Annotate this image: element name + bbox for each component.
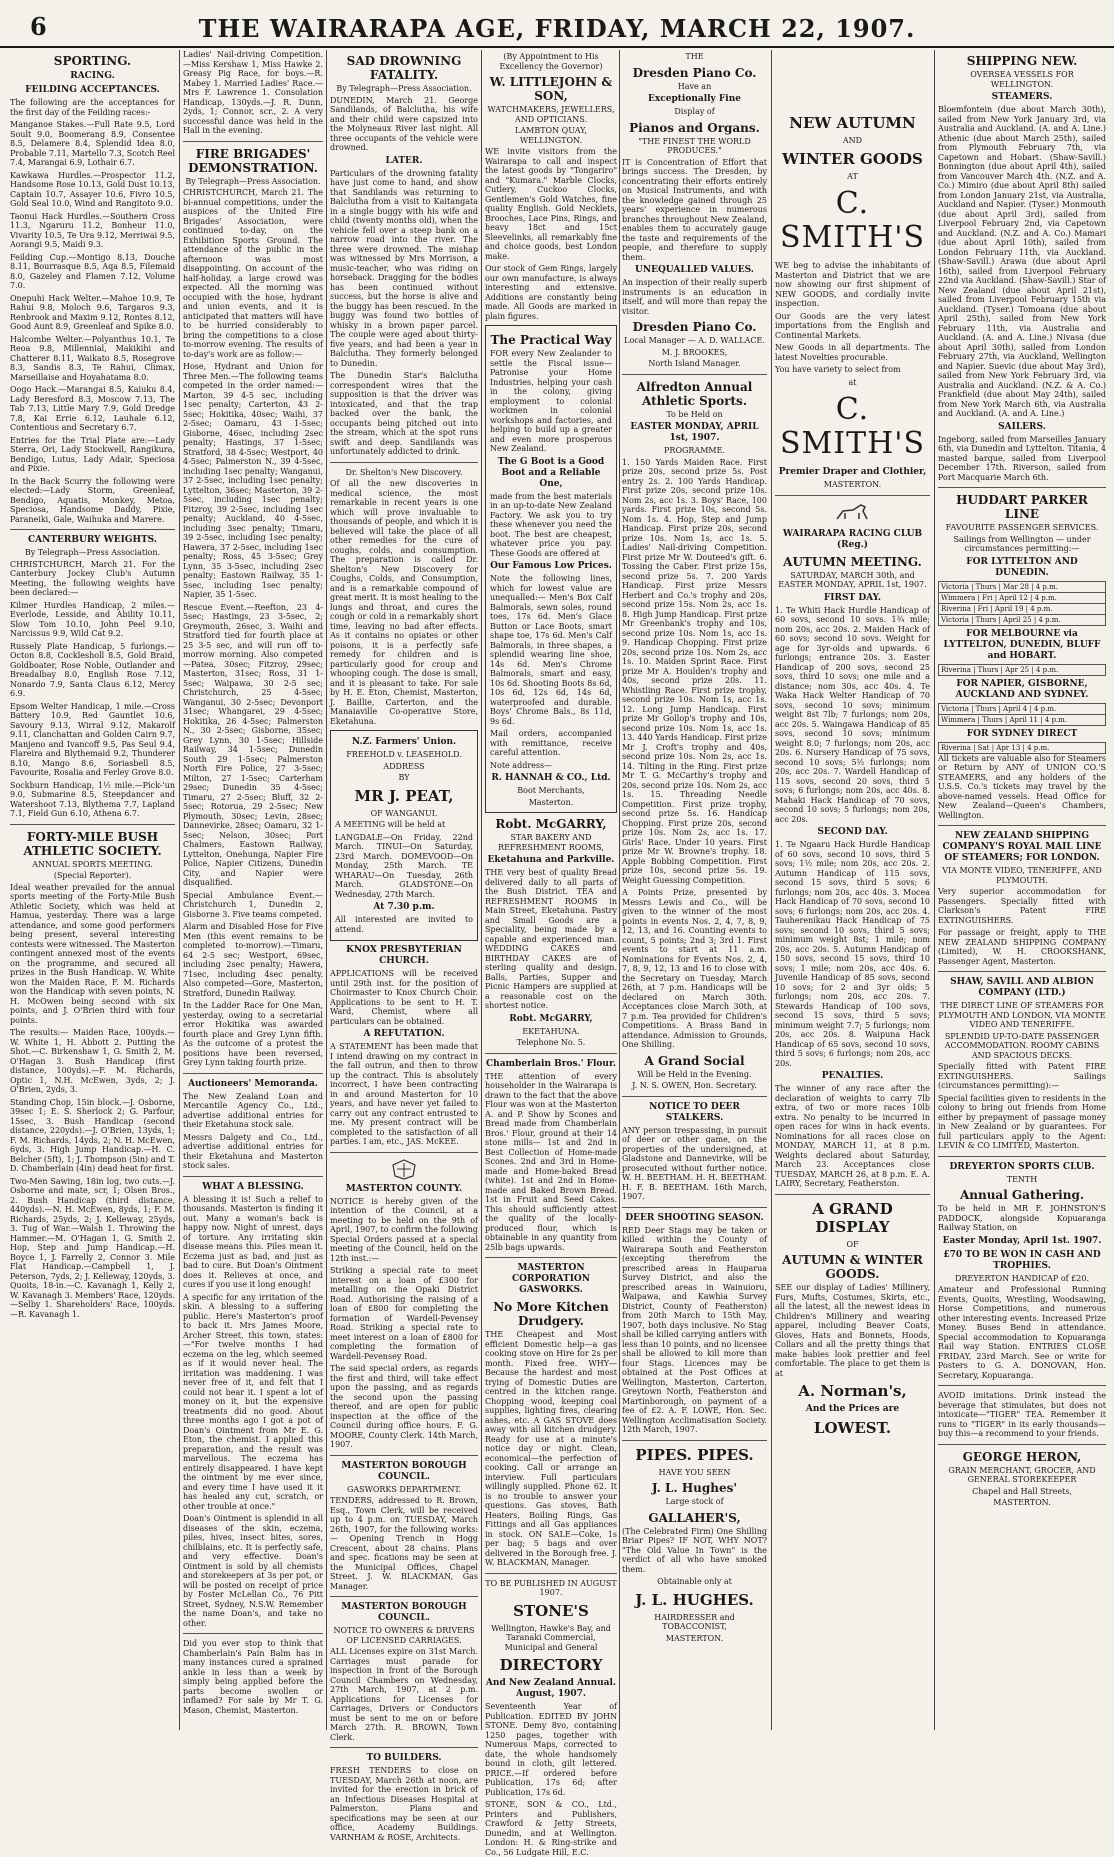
divider [485, 1053, 617, 1054]
notice-subheading: NOTICE TO OWNERS & DRIVERS OF LICENSED CARRIAGES. [333, 1626, 475, 1645]
advert-heading: Exceptionally Fine [648, 94, 741, 104]
divider [330, 1455, 478, 1456]
advert-heading: And the Prices are [805, 1404, 900, 1414]
advert-text: WATCHMAKERS, JEWELLERS, AND OPTICIANS. [487, 105, 615, 124]
divider [10, 529, 175, 530]
advert-heading: STONE'S [513, 1601, 589, 1620]
advert-heading: NEW ZEALAND SHIPPING COMPANY'S ROYAL MAIL LINE OF STEAMERS; FOR LONDON. [942, 831, 1102, 863]
advert-text: GRAIN MERCHANT, GROCER, AND GENERAL STOREKEEPER [948, 1465, 1096, 1484]
advert-text: (By Appointment to His Excellency the Governor) [499, 52, 603, 71]
advert-text: SPLENDID UP-TO-DATE PASSENGER ACCOMMODATION. ROOMY CABINS AND SPACIOUS DECKS. [944, 1031, 1100, 1060]
article-paragraph: Sockburn Handicap, 1½ mile.—Pick-'un 9.0, Submarine 8.5, Steepdancer and Watershoot 7.13, Blythema 7.7, Lapland 7.1, Field Gun 6.10, Athena 6.7. [10, 780, 175, 818]
advert-heading: PIPES. PIPES. [635, 1445, 754, 1464]
advert-text: FOR every New Zealander to settle the Fiscal issue—Patronise your Home Industries, helping your cash in the colony, giving employment to colonial workmen in colonial workshops and factories, and helping to build up a greater and even more prosperous New Zealand. [490, 349, 612, 453]
advert-text: BY [398, 773, 410, 782]
divider [330, 1747, 478, 1748]
advert-text: Boot Merchants, [517, 786, 585, 795]
advert-heading: WAIRARAPA RACING CLUB (Reg.) [782, 528, 923, 550]
advert-text: TENTH [1006, 1174, 1038, 1184]
advert-heading: WINTER GOODS [782, 149, 923, 168]
advert-heading: EASTER MONDAY, APRIL 1st, 1907. [630, 422, 759, 443]
advert-text: HAIRDRESSER and TOBACCONIST, [654, 1612, 735, 1631]
sub-heading: Dr. Shelton's New Discovery. [345, 467, 463, 477]
byline: (Special Reporter). [53, 871, 132, 880]
table-cell: Wimmera | Fri | April 12 | 4 p.m. [939, 592, 1106, 603]
advert-heading: N.Z. Farmers' Union. [351, 737, 457, 747]
advert-heading: J. L. HUGHES. [635, 1590, 754, 1609]
advert-text: at [848, 377, 857, 387]
advert-text: made from the best materials in an up-to-date New Zealand Factory. We ask you to try these whenever you need the boot. The best are cheapest, whatever price you pay. These Goods are offered at [490, 491, 612, 558]
article-paragraph: Onepuhi Hack Welter.—Mahoe 10.9, Te Rahui 9.8, Moloch 9.6, Targaros 9.3, Renbrook and Maxim 9.12, Rontes 8.12, Good Aunt 8.9, Greenleaf and Spike 8.0. [10, 293, 175, 331]
article-paragraph: Special Ambulance Event.—Christchurch 1, Dunedin 2, Gisborne 3. Five teams competed. [183, 890, 323, 919]
divider [622, 1440, 767, 1441]
notice-heading: TO BUILDERS. [366, 1753, 442, 1763]
article-paragraph: Ladies' Nail-driving Competition.—Miss Kershaw 1, Miss Hawke 2. Greasy Pig Race, for boys.—R. Mabey 1. Married Ladies' Race.—Mrs F. Lawrence 1. Consolation Handicap, 130yds.—J. R. Dunn, 2yds, 1; Connor, scr., 2. A very successful dance was held in the Hall in the evening. [183, 50, 323, 135]
divider [330, 462, 478, 463]
article-paragraph: Kawkawa Hurdles.—Prospector 11.2, Handsome Rose 10.13, Gold Dust 10.13, Captain 10.7, Assayer 10.6, Fivro 10.5, Gold Seal 10.0, Wind and Rangitoto 9.0. [10, 170, 175, 208]
sub-heading: ANNUAL SPORTS MEETING. [32, 859, 153, 869]
advert-text: (The Celebrated Firm) One Shilling Briar Pipes? IF NOT, WHY NOT? "The Old Value In Town" is the verdict of all who have smoked them. [622, 1526, 767, 1574]
advert-text: Masterton. [528, 797, 574, 807]
advert-text: For passage or freight, apply to THE NEW ZEALAND SHIPPING COMPANY (Limited), W. H. CROOKSHANK, Passenger Agent, Masterton. [938, 928, 1106, 966]
advert-text: STONE, SON & CO., Ltd., Printers and Publishers, Crawford & Jetty Streets, Dunedin, and at Wellington. London: H. & Ring-strike and Co., 56 Ludgate Hill, E.C. [485, 1800, 617, 1857]
divider [485, 1573, 617, 1574]
advert-text: THE attention of every householder in the Wairarapa is drawn to the fact that the above Flour was won at the Masterton A. and P. Show by Scones and Bread made from Chamberlain Bros.' Flour, ground at their 14 stone mills— 1st and 2nd in Best Collection of Home-made Scones. 2nd and 3rd in Home-made and Home-baked Bread (white). 1st and 2nd in Home-made and Baked Brown Bread. 1st in Fruit and Seed Cakes. This should sufficiently attest the quality of the locally-produced flour, which is obtainable in any quantity from 25lb bags upwards. [485, 1071, 617, 1252]
advert-heading: DIRECTORY [499, 1656, 603, 1674]
notice-text: ANY person trespassing, in pursuit of deer or other game, on the properties of the undersigned, at Gladstone and Dannevirke, will be prosecuted without further notice. W. H. BEETHAM. H. H. BEETHAM. H. F. B. BEETHAM. 16th March, 1907. [622, 1125, 767, 1201]
notice-text: A STATEMENT has been made that I intend drawing on my contract in the fall outrun, and then to throw up the contract. This is absolutely incorrect, I have been contracting in and around Masterton for 10 years, and have never yet failed to carry out any contract entrusted to me. My present contract will be completed to the satisfaction of all parties. I am, etc., JAS. McKEE. [330, 1042, 478, 1146]
advert-text: HAVE YOU SEEN [658, 1467, 731, 1477]
advert-text: Will be Held in the Evening. [637, 1069, 752, 1079]
article-paragraph: Hose, Hydrant and Union for Three Men.—The following teams competed in the order named:—Marton, 39 4-5 sec, including 1sec penalty; Carterton, 43 2-5sec; Hokitika, 40sec; Waihi, 37 2-5sec; Oamaru, 43 1-5sec; Gisborne, 46sec, including 2sec penalty; Hastings, 37 1-5sec; Stratford, 38 4-5sec; Westport, 40 4-5sec; Palmerston N., 39 4-5sec, including 1sec penalty; Wanganui, 37 2-5sec, including 1sec penalty; Lyttelton, 36sec; Masterton, 39 2-5sec, including 1sec penalty; Fitzroy, 39 2-5sec, including 1sec penalty; Auckland, 40 4-5sec, including 3sec penalty; Timaru, 39 2-5sec, including 1sec penalty; Hawera, 37 2-5sec, including 1sec penalty; Ross, 45 3-5sec; Grey Lynn, 35 3-5sec, including 2sec penalty; Eastown Railway, 35 1-5sec, including 1sec penalty; Napier, 35 1-5sec. [183, 362, 323, 599]
sailings-table [938, 581, 1106, 626]
article-paragraph: Alarm and Disabled Hose for Five Men (this event remains to be completed to-morrow).—Timaru, 64 2-5 sec; Westport, 69sec, including 2sec penalty; Hawera, 71sec, including 4sec penalty. Also competed—Gore, Masterton, Stratford, Dunedin Railway. [183, 922, 323, 998]
article-paragraph: The New Zealand Loan and Mercantile Agency Co., Ltd., advertise additional entries for their Eketahuna stock sale. [183, 1091, 323, 1129]
notice-heading: NOTICE TO DEER STALKERS. [649, 1101, 740, 1123]
article-paragraph: A blessing it is! Such a relief to thousands. Masterton is finding it out. Many a woman's back is happy now. Night of unrest, days of torture. Any irritating skin disease means this. Piles mean it. Eczema just as bad, and just as bad to cure. But Doan's Ointment does it. Relieves at once, and cures if you use it long enough! [183, 1194, 323, 1289]
divider [622, 374, 767, 375]
advert-text: SEE our display of Ladies' Millinery, Furs, Mufts, Costumes, Skirts, etc., all the latest, all the newest ideas in Children's Millinery and wearing apparel, including Beaver Coats, Gloves, Hats and Bonnets, Hoods, Collars and all the pretty things that make babies look prettier and feel comfortable. The place to get them is at [775, 1283, 930, 1378]
advert-heading: GEORGE HERON, [962, 1449, 1082, 1464]
advert-heading: A GRAND DISPLAY [812, 1199, 893, 1236]
newspaper-title: THE WAIRARAPA AGE, FRIDAY, MARCH 22, 1907. [198, 14, 916, 43]
advert-heading: Alfredton Annual Athletic Sports. [636, 379, 753, 408]
advert-text: North Island Manager. [648, 359, 741, 368]
column-advertisements [485, 50, 617, 1857]
notice-text: The said special orders, as regards the first and third, will take effect upon the passing, and as regards the second upon the passing thereof, and are open for public inspection at the office of the Council during office hours. F. G. MOORE, County Clerk. 14th March, 1907. [330, 1364, 478, 1449]
advert-text: New Goods in all departments. The latest Novelties procurable. [775, 343, 930, 362]
advert-heading: No More Kitchen Drudgery. [493, 1300, 609, 1328]
divider [938, 1444, 1106, 1445]
article-paragraph: Standing Chop, 15in block.—J. Osborne, 39sec 1; E. S. Sherlock 2; G. Parfour, 15sec, 3. Bush Handicap (second distance, 220yds).—J. O'Brien, 13yds, 1; F. M. Richards, 14yds, 2; N. H. McEwen, 6yds, 3. High Jump Handicap.—H. C. Belcher (5ft), 1; J. Thompson (5in) and T. D. Chamberlain (4in) dead heat for first. [10, 1097, 176, 1173]
divider [938, 1156, 1106, 1157]
advert-text: PROGRAMME. [664, 446, 725, 455]
advert-heading: At 7.30 p.m. [373, 902, 435, 912]
advert-text: THE DIRECT LINE OF STEAMERS FOR PLYMOUTH AND LONDON, VIA MONTE VIDEO AND TENERIFFE. [938, 1001, 1106, 1029]
article-paragraph: A specific for any irritation of the skin. A blessing to a suffering public. Here's Masterton's proof to back it. Mrs James Moore, Archer Street, this town, states:—"For twelve months I had eczema on the leg, which seemed as if it would never heal. The irritation was maddening. I was never free of it, and felt that I could not bear it. I spent a lot of money on it, but the expensive treatments did no good. About three months ago I got a pot of Doan's Ointment from Mr E. G. Eton, the chemist. I applied this preparation, and the result was marvellous. The eczema has entirely disappeared. I have kept the ointment by me ever since, and every time I have used it it has healed any cut, scratch, or other trouble at once." [183, 1292, 323, 1511]
advert-text: 1. Te Whiti Hack Hurdle Handicap of 60 sovs, second 10 sovs. 1¾ mile; nom 20s, acc 20s. 2. Maiden Hack of 60 sovs; second 10 sovs. Weight for age for 3yr-olds and upwards. 6 furlongs; entrance 20s. 3. Easter Handicap of 200 sovs, second 25 sovs, third 10 sovs; one mile and a distance; nom 30s, acc 40s. 4. Te Waka Hack Welter Handicap of 70 sovs, second 10 sovs; minimum weight 8st 7lb; 7 furlongs; nom 20s, acc 20s. 5. Waingawa Handicap of 85 sovs, second 10 sovs; minimum weight 8.0; 7 furlongs; nom 20s, acc 20s. 6. Nursery Handicap of 75 sovs, second 10 sovs; 5½ furlongs; nom 20s, acc 20s. 7. Wardell Handicap of 115 sovs, second 20 sovs, third 5 sovs; 6 furlongs; nom 20s, acc 40s. 8. Mahaki Hack Handicap of 70 sovs, second 10 sovs; 5 furlongs; nom 20s, acc 20s. [775, 605, 930, 824]
article-paragraph: Halcombe Welter.—Polyanthus 10.1, Te Reoa 9.8, Millennial, Makikihi and Chatterer 8.11, Waikato 8.5, Rosegrove 8.3, Sandis 8.3, Te Rahui, Climax, Marseillaise and Hoyahatama 8.0. [10, 334, 175, 382]
table-row [939, 592, 1106, 603]
advert-heading: The G Boot is a Good Boot and a Reliable One, [497, 456, 605, 489]
advert-heading: AUTUMN & WINTER GOODS. [782, 1253, 923, 1281]
byline: By Telegraph—Press Association. [336, 84, 472, 93]
advert-text: Seventeenth Year of Publication. EDITED BY JOHN STONE. Demy 8vo, containing 1250 pages, together with Numerous Maps, corrected to date, the whole handsomely bound in cloth, gilt lettered. PRICE.—If ordered before Publication, 17s 6d; after Publication, 17s 6d. [485, 1702, 617, 1797]
advert-heading: GALLAHER'S, [648, 1510, 741, 1525]
advert-text: All tickets are valuable also for Steamers or Return by ANY of UNION CO.'S STEAMERS, and any holders of the U.S.S. Co.'s tickets may travel by the above-named vessels. Head Office for New Zealand—Queen's Chambers, Wellington. [938, 753, 1106, 820]
advert-heading: Robt. McGARRY, [509, 1013, 593, 1024]
advert-text: SATURDAY, MARCH 30th, and EASTER MONDAY, APRIL 1st, 1907. [778, 570, 927, 589]
page-number: 6 [30, 12, 47, 41]
advert-heading: R. HANNAH & CO., Ltd. [491, 773, 611, 783]
divider [183, 1633, 323, 1634]
advert-text: Sailings from Wellington — under circumstances permitting:— [953, 534, 1091, 553]
advert-heading: The Practical Way [490, 333, 612, 347]
notice-text: TENDERS, addressed to R. Brown, Esq., Town Clerk, will be received up to 4 p.m. on TUESDAY, March 26th, 1907, for the following works:— Opening Trench in Hogg Crescent, about 28 chains. Plans and spec. fications may be seen at the Municipal Offices, Chapel Street. J. W. BLACKMAN, Gas Manager. [330, 1496, 478, 1591]
table-row [939, 581, 1106, 592]
notice-heading: A REFUTATION. [363, 1029, 445, 1039]
advert-heading: DREYERTON SPORTS CLUB. [949, 1161, 1095, 1172]
advert-heading: A. Norman's, [798, 1382, 907, 1400]
advert-text: Have an [677, 81, 712, 91]
sailings-table [938, 742, 1106, 754]
advert-text: MASTERTON. [823, 480, 882, 489]
notice-heading: MASTERTON BOROUGH COUNCIL. [341, 1602, 467, 1623]
advert-heading: Annual Gathering. [959, 1188, 1085, 1202]
divider [938, 487, 1106, 488]
advert-heading: AUTUMN MEETING. [783, 554, 922, 569]
advert-text: Wellington, Hawke's Bay, and Taranaki Commercial, Municipal and General [491, 1623, 611, 1652]
section-heading: SAD DROWNING FATALITY. [346, 54, 462, 82]
advert-heading: C. SMITH'S [779, 186, 926, 255]
advert-text: Special facilities given to residents in the colony to bring out friends from Home either by prepayment of passage money in New Zealand or by guarantees. For full particulars apply to the Agent: LEVIN & CO LIMITED, Masterton. [938, 1093, 1106, 1150]
advert-boots [485, 325, 617, 813]
section-heading: FIRE BRIGADES' DEMONSTRATION. [188, 146, 318, 175]
article-paragraph: Rescue Event.—Reefton, 23 4-5sec; Hastings, 23 3-5sec, 2; Greymouth, 26sec, 3. Waihi and Stratford tied for fourth place at 25 3-5 sec, and will run off to-morrow morning. Also competed—Patea, 30sec; Fitzroy, 29sec; Masterton, 31sec; Ross, 31 1-5sec; Waipawa, 30 2-5 sec; Christchurch, 25 4-5sec; Wanganui, 30 2-5sec; Devonport 31sec; Whangarei, 29 4-5sec; Hokitika, 26 4-5sec; Palmerston N., 30 2-5sec; Gisborne, 35sec; Grey Lynn, 30 1-5sec; Hillside Railway, 34 1-5sec; Dunedin South 29 1-5sec; Palmerston North Fire Police, 27 3-5sec; Milton, 27 1-5sec; Carterham 29sec; Dunedin 35 4-5sec; Timaru, 27 2-5sec; Bluff, 32 2-5sec; Rotorua, 29 2-5sec; New Plymouth, 30sec; Levin, 28sec; Dannevirke, 28sec; Oamaru, 32 1-5sec; Nelson, 30sec; Port Chalmers, Eastown Railway, Lyttelton, Onehunga, Napier Fire Police, Napier Citizens, Dunedin City, and Napier were disqualified. [183, 602, 323, 887]
advert-text: Mail orders, accompanied with remittance, receive careful attention. [490, 729, 612, 757]
advert-text: LAMBTON QUAY, WELLINGTON. [515, 126, 587, 145]
advert-heading: FOR LYTTELTON AND DUNEDIN. [966, 556, 1078, 578]
advert-heading: A Grand Social [644, 1053, 745, 1068]
advert-text: Note the following lines, which for lowest value are unequalled:— Men's Box Calf Balmorals, sewn soles, round toes, 17s 6d. Men's Glace Button or Lace Boots, smart shape toe, 17s 6d. Men's Calf Balmorals, in three shapes, a splendid wearing line shoe, 14s 6d. Men's Chrome Balmorals, smart and easy, 10s 6d. Shooting Boots 8s 6d, 10s 6d, 12s 6d, 14s 6d, waterproofed and durable. Boys' Chrome Bals., 8s 11d, 9s 6d. [490, 574, 612, 726]
article-paragraph: CHRISTCHURCH, March 21. The bi-annual competitions, under the auspices of the United Fire Brigades' Association, were continued to-day, on the Exhibition Sports Ground. The attendance of the public in the afternoon was most disappointing. On account of the half-holiday, a large crowd was expected. All the morning was occupied with the hose, hydrant and union events, and it is anticipated that matters will have to be hurried considerably to bring the competitions to a close to-morrow evening. The results of to-day's work are as follow:— [183, 188, 323, 359]
sub-heading: LATER. [385, 155, 423, 166]
notice-text: RED Deer Stags may be taken or killed within the County of Wairarapa South and Featherston (excepting therefrom the prescribed areas in Hauparua Survey District, and also the prescribed areas in Wainuioru, Waipawa, and Kawhia Survey District, County of Featherston) from 20th March to 15th May, 1907, both days inclusive. No Stag shall be killed carrying antlers with less than 10 points, and no licensee shall be allowed to kill more than four Stags. Licences may be obtained at the Post Offices at Wellington, Masterton, Carterton, Greytown North, Featherston and Martinborough, on payment of a fee of £2. A. F. LOWE, Hon. Sec. Wellington Acclimatisation Society. 12th March, 1907. [622, 1225, 767, 1434]
article-paragraph: Messrs Dalgety and Co., Ltd., advertise additional entries for their Eketahuna and Masterton stock sales. [183, 1132, 323, 1170]
advert-text: The winner of any race after the declaration of weights to carry 7lb extra, of two or more races 10lb extra. No penalty to be incurred in open races for wins in hack events. Nominations for all races close on MONDAY, MARCH 11, at 8 p.m. Weights declared about Saturday, March 23. Acceptances close TUESDAY, MARCH 26, at 8 p.m. E. A. LAIRY, Secretary, Featherston. [775, 1084, 930, 1188]
advert-text: DREYERTON HANDICAP of £20. [954, 1273, 1089, 1283]
article-paragraph: Two-Men Sawing, 18in log, two cuts.—J. Osborne and mate, scr, 1; Olsen Bros., 2. Bush Handicap (third distance, 440yds).—N. H. McEwen, 8yds, 1; F. M. Richards, 25yds, 2; J. Kelleway, 25yds, 3. Tug of War.—Walsh 1. Throwing the Hammer.—M. O'Hagan 1, G. Smith 2. Hop, Step and Jump Handicap.—H. Boyce 1, J. Farrelly 2, Connor 3. Mile Flat Handicap.—Campbell 1, J. Peterson, 7yds, 2; J. Kelleway, 120yds, 3. Quoits, 18-in.—C. Kavanagh 1, Kelly 2, W. Kavanagh 3. Members' Race, 120yds.—Selby 1. Shareholders' Race, 100yds.—R. Kavanagh 1. [10, 1176, 175, 1319]
advert-text: THE [685, 52, 704, 61]
divider [622, 1207, 767, 1208]
column-rule [619, 50, 620, 1730]
notice-text: Striking a special rate to meet interest on a loan of £300 for metalling on the Opaki District Road. Authorising the raising of a loan of £800 for completing the formation of Wardell-Pevensey Road. Striking a special rate to meet interest on a loan of £800 for completing the formation of Wardell-Pevensey Road. [330, 1266, 478, 1361]
advert-text: LANGDALE—On Friday, 22nd March. TINUI—On Saturday, 23rd March. DOMEVOOD—On Monday, 25th March. TE WHARAU—On Tuesday, 26th March. GLADSTONE—On Wednesday, 27th March. [335, 832, 473, 899]
column-drapery [775, 50, 930, 1733]
table-cell: Riverina | Fri | April 19 | 4 p.m. [939, 603, 1106, 614]
article-paragraph: DUNEDIN, March 21. George Sandilands, of Balclutha, his wife and their child were capsized into the Molyneaux River last night. All three occupants of the vehicle were drowned. [330, 95, 478, 152]
divider [183, 1176, 323, 1177]
sub-heading: RACING. [70, 71, 115, 81]
advert-heading: Robt. McGARRY, [495, 817, 607, 831]
divider [183, 141, 323, 142]
advert-text: EKETAHUNA. [522, 1026, 580, 1036]
advert-text: Note address— [490, 760, 553, 770]
table-cell: Riverina | Thurs | Apr 25 | 4 p.m. [939, 664, 1106, 675]
advert-text: OF WANGANUI. [370, 808, 438, 818]
advert-heading: Dresden Piano Co. [632, 320, 757, 334]
article-paragraph: Particulars of the drowning fatality have just come to hand, and show that Sandilands was returning to Balclutha from a visit to Kaitangata in a single buggy with his wife and child (twenty months old), when the vehicle fell over a steep bank on a narrow road into the river. The three were drowned. The mishap was witnessed by Mrs Morrison, a music-teacher, who was riding on horseback. Dragging for the bodies has been continued without success, but the horse is alive and the buggy has been rescued. In the buggy was found two bottles of whisky in a brown paper parcel. The couple were aged about thirty-five years, and had been a year in Balclutha. They formerly belonged to Dunedin. [330, 168, 478, 368]
divider [10, 824, 175, 825]
advert-heading: £70 TO BE WON IN CASH AND TROPHIES. [943, 1249, 1101, 1271]
table-cell: Victoria | Thurs | Mar 28 | 4 p.m. [939, 581, 1106, 592]
divider [938, 971, 1106, 972]
advert-text: J. N. S. OWEN, Hon. Secretary. [632, 1081, 757, 1090]
divider [330, 1596, 478, 1597]
article-paragraph: Feilding Cup.—Montigo 8.13, Douche 8.11, Bourrasque 8.5, Aqa 8.5, Filemaid 8.0, Gazeley and Flamen 7.12, Volume 7.0. [10, 252, 175, 290]
advert-text: Telephone No. 5. [516, 1038, 586, 1047]
sailings-table [938, 664, 1106, 676]
advert-text: STAR BAKERY AND REFRESHMENT ROOMS, [498, 833, 604, 852]
table-cell: Victoria | Thurs | April 4 | 4 p.m. [939, 703, 1106, 714]
advert-heading: NEW AUTUMN [789, 114, 916, 132]
advert-text: Our Goods are the very latest importations from the English and Continental Markets. [775, 311, 930, 340]
notice-text: FRESH TENDERS to close on TUESDAY, March 26th at noon, are invited for the erection in brick of an Infectious Diseases Hospital at Palmerston. Plans and specifications may be seen at our office, Academy Buildings. VARNHAM & ROSE, Architects. [330, 1766, 478, 1842]
advert-heading: LOWEST. [813, 1419, 892, 1437]
article-paragraph: Ideal weather prevailed for the annual sports meeting of the Forty-Mile Bush Athletic Society, which was held at Hamua, yesterday. There was a large attendance, and some good performers being present, several interesting contests were witnessed. The Masterton contingent annexed most of the events on the programme, and secured all prizes in the Bush Handicap. W. White won the Maiden Race, F. M. Richards won the Handicap with seven points, N. H. McOwen being second with six points, and J. O'Brien third with four points. [10, 882, 175, 1025]
advert-heading: SECOND DAY. [817, 827, 888, 837]
advert-heading: Our Famous Low Prices. [490, 561, 612, 571]
advert-text: An inspection of their really superb instruments is an education in itself, and will more than repay the visitor. [622, 278, 767, 316]
advert-text: Local Manager — A. D. WALLACE. [624, 336, 765, 345]
advert-text: AT [847, 171, 858, 181]
advert-text: MASTERTON. [665, 1633, 724, 1643]
section-heading: FORTY-MILE BUSH ATHLETIC SOCIETY. [23, 829, 162, 858]
column-sporting [10, 50, 175, 1733]
advert-text: "THE FINEST THE WORLD PRODUCES." [638, 136, 751, 155]
table-cell: Riverina | Sat | Apr 13 | 4 p.m. [939, 742, 1106, 753]
advert-text: A MEETING will be held at [335, 820, 446, 829]
advert-text: To be Held on [666, 409, 723, 419]
divider [938, 825, 1106, 826]
advert-text: To be held in MR F. JOHNSTON'S PADDOCK, alongside Kopuaranga Railway Station, on [938, 1204, 1106, 1232]
advert-heading: Dresden Piano Co. [632, 65, 757, 80]
table-row [939, 742, 1106, 753]
advert-text: WE beg to advise the inhabitants of Masterton and District that we are now showing our first shipment of NEW GOODS, and cordially invite inspection. [775, 261, 930, 308]
advert-text: IT is Concentration of Effort that brings success. The Dresden, by concentrating their efforts entirely on Musical Instruments, and with the knowledge gained through 25 years' experience in numerous branches throughout New Zealand, enables them to accurately gauge the taste and requirements of the people, and therefore to supply them. [622, 157, 767, 262]
advert-heading: UNEQUALLED VALUES. [635, 265, 754, 275]
article-paragraph: Entries for the Trial Plate are:—Lady Sterra, Ori, Lady Stockwell, Rangikura, Bendigo, Lutus, Lady Adair, Speciosa and Pixie. [10, 435, 175, 473]
column-advertisements-2 [622, 50, 767, 1733]
advert-heading: SHAW, SAVILL AND ALBION COMPANY (LTD.) [950, 977, 1094, 998]
divider [330, 1152, 478, 1153]
advert-heading: W. LITTLEJOHN & SON, [489, 75, 613, 103]
advert-text: 1. 150 Yards Maiden Race. First prize 20s, second prize 5s. Post entry 2s. 2. 100 Yards Handicap. First prize 20s, second prize 10s. Nom 2s, acc 1s. 3. Boys' Race, 100 yards. First prize 10s, second 5s. Nom 1s. 4. Hop, Step and Jump Handicap. First prize 20s, second prize 10s. Nom 1s, acc 1s. 5. Ladies' Nail-driving Competition. First prize Mr W. Douteed's gift. 6. Tossing the Caber. First prize 15s, second prize 5s. 7. 200 Yards Handicap. First prize Messrs Herbert and Co.'s trophy and 20s, second prize 15s. Nom 2s, acc 1s. 8. High Jump Handicap. First prize Mr Greenbank's trophy and 10s, second prize 10s. Nom 1s, acc 1s. 9. Handicap Chopping. First prize 20s, second prize 10s. Nom 2s, acc 1s. 10. Maiden Sprint Race. First prize Mr A. Houlden's trophy and 40s, second prize 20s. 11. Whistling Race. First prize trophy, second prize 10s. Nom 1s, acc 1s. 12. Long Jump Handicap. First prize Mr Gollop's trophy and 10s, second prize 10s. Nom 1s, acc 1s. 13. 440 Yards Handicap. First prize Mr J. Croft's trophy and 40s, second prize 10s. Nom 2s, acc 1s. 14. Tilting in the Ring. First prize Mr T. G. McCarthy's trophy and 20s, second prize 10s. Nom 2s, acc 1s. 15. Threading Needle Competition. First prize trophy, second prize 5s. 16. Handicap Chopping. First prize 20s, second prize 10s. Nom 2s, acc 1s. 17. Girls' Race. Under 10 years. First prize Mr W. Browne's trophy. 18. Apple Bobbing Competition. First prize 10s, second prize 5s. 19. Weight Guessing Competition. [622, 457, 767, 885]
column-rule [481, 50, 482, 1730]
horse-icon [833, 501, 873, 525]
divider [622, 1096, 767, 1097]
coat-of-arms-icon [389, 1158, 419, 1180]
advert-heading: FIRST DAY. [823, 592, 882, 603]
article-paragraph: The following are the acceptances for the first day of the Feilding races:- [10, 98, 175, 117]
advert-text: AVOID imitations. Drink instead the beverage that stimulates, but does not intoxicate—"TIGER" TEA. Remember it runs to "TIGER" in its early thousands—buy this—a recommend to your friends. [938, 1391, 1106, 1438]
advert-text: Specially fitted with Patent FIRE EXTINGUISHERS. Sailings (circumstances permitting):— [938, 1062, 1106, 1090]
column-news-notices [330, 50, 478, 1842]
advert-farmers-union [330, 730, 478, 941]
notice-heading: MASTERTON COUNTY. [345, 1183, 463, 1194]
advert-text: THE very best of quality Bread delivered daily to all parts of the Bush District. TEA and REFRESHMENT ROOMS in Main Street, Eketahuna. Pastry and Small Goods are a Speciality, being made by a capable and experienced man. WEDDING CAKES and BIRTHDAY CAKES are of sterling quality and design. Balls, Parties, Supper and Picnic Hampers are supplied at a reasonable cost on the shortest notice. [485, 868, 617, 1010]
advert-heading: FOR SYDNEY DIRECT [966, 728, 1078, 739]
advert-text: OF [846, 1239, 859, 1249]
advert-text: Amateur and Professional Running Events, Quoits, Wrestling, Woodsawing, Horse Competitions, and numerous other interesting events. Increased Prize Money. Buses Bend in attendance. Special accommodation to Kopuaranga Rail way Station. ENTRIES CLOSE FRIDAY, 23rd March. See or write for Posters to G. A. DONOVAN, Hon. Secretary, Kopuaranga. [938, 1285, 1106, 1380]
section-heading: SHIPPING NEW. [966, 54, 1078, 68]
article-paragraph: The results:— Maiden Race, 100yds.—W. White 1, H. Abbott 2. Putting the Shot.—C. Birkenshaw 1, G. Smith 2, M. O'Hagan 3. Bush Handicap (first distance, 100yds).—F. M. Richards, Optic 1, N.H. McEwen, 3yds, 2; J. O'Brien, 2yds, 3. [10, 1028, 175, 1094]
sailings-table [938, 703, 1106, 726]
notice-heading: MASTERTON BOROUGH COUNCIL. [341, 1460, 467, 1482]
advert-heading: HUDDART PARKER LINE [956, 493, 1088, 521]
notice-text: APPLICATIONS will be received until 29th inst. for the position of Choirmaster to Knox Church Choir. Applications to be sent to H. T. Ward, Chemist, where all particulars can be obtained. [330, 969, 478, 1026]
article-paragraph: CHRISTCHURCH, March 21. For the Canterbury Jockey Club's Autumn Meeting, the following weights have been declared:— [10, 559, 175, 597]
byline: By Telegraph—Press Association. [185, 176, 321, 186]
advert-heading: J. L. Hughes' [651, 1481, 738, 1495]
spacer [775, 50, 930, 110]
advert-text: VIA MONTE VIDEO, TENERIFFE, AND PLYMOUTH. [942, 866, 1102, 885]
advert-text: Obtainable only at [657, 1577, 732, 1586]
notice-text: ALL Licenses expire on 31st March. Carriages must parade for inspection in front of the Borough Council Chambers on Wednesday, 27th March, 1907, at 2 p.m. Applications for Licenses for Carriages, Drivers or Conductors must be sent to me on or before March 27th. R. BROWN, Town Clerk. [330, 1647, 478, 1742]
advert-heading: Premier Draper and Clothier, [778, 467, 927, 477]
masthead [0, 0, 1114, 48]
sub-heading: FEILDING ACCEPTANCES. [25, 85, 160, 95]
table-row [939, 664, 1106, 675]
sub-heading: OVERSEA VESSELS FOR WELLINGTON. [970, 70, 1074, 89]
table-row [939, 614, 1106, 625]
advert-text: Very superior accommodation for Passengers. Specially fitted with Clarkson's Patent FIRE EXTINGUISHERS. [938, 887, 1106, 925]
article-paragraph: Doan's Ointment is splendid in all diseases of the skin, eczema, piles, hives, insect bites, sores, chilblains, etc. It is perfectly safe, and very effective. Doan's Ointment is sold by all chemists and storekeepers at 3s per pot, or will be posted on receipt of price by Foster McLellan Co., 76 Pitt Street, Sydney, N.S.W. Remember the name Doan's, and take no other. [183, 1514, 323, 1628]
article-paragraph: Bloemfontein (due about March 30th), sailed from New York January 3rd, via Australia and Auckland. (A. and A. Line.) Athenic (due about March 25th), sailed from Plymouth February 7th, via Capetown and Hobart. (Shaw-Savill.) Bonnington (due about April 4th), sailed from Vancouver March 4th. (N.Z. and A. Co.) Mimiro (due about April 8th) sailed from London January 21st, via Australia, Auckland and Napier. (Tyser.) Monmouth (due about April 3rd), sailed from Liverpool February 2nd, via Capetown and Auckland. (N.Z. and A. Co.) Mamari (due about April 10th), sailed from London February 11th, via Auckland. (Shaw-Savill.) Arawa (due about April 16th), sailed from Liverpool February 22nd via Auckland. (Shaw-Savill.) Star of New Zealand (due about April 21st), sailed from Liverpool February 15th via Auckland. (Tyser.) Tomoana (due about April 25th), sailed from New York February 11th, via Australia and Auckland. (A. and A. Line.) Nivasa (due about April 30th), sailed from London February 27th, via Auckland, Wellington and Napier. Suevic (due about May 3rd), sailed from New York February 3rd, via Australia and Auckland. (N.Z. & A. Co.) Frankfield (due about May 24th), sailed from New York March 6th, via Australia and Auckland. (A. and A. Line.) [938, 105, 1106, 418]
notice-heading: DEER SHOOTING SEASON. [625, 1212, 764, 1223]
table-cell: Wimmera | Thurs | April 11 | 4 p.m. [939, 714, 1106, 725]
article-paragraph: In the Ladder Race for One Man, yesterday, owing to a secretarial error Hokitika was awarded fourth place and Grey Lynn fifth. As the outcome of a protest the positions have been reversed, Grey Lynn taking fourth prize. [183, 1001, 323, 1067]
column-news [183, 50, 323, 1733]
advert-heading: Pianos and Organs. [629, 120, 760, 135]
divider [183, 1073, 323, 1074]
table-row [939, 703, 1106, 714]
table-row [939, 714, 1106, 725]
article-paragraph: In the Back Scurry the following were elected:—Lady Storm, Greenleaf, Bendigo, Aquatis, Monkey, Metoa, Speciosa, Handsome Daddy, Pixie, Paraneiki, Gale, Waihuka and Marere. [10, 476, 175, 524]
article-paragraph: Russely Plate Handicap, 5 furlongs.—Octon 8.8, Cocklesholl 8.5, Gold Braid, Goldboater, Rose Noble, Outlander and Breadalbay 8.0, English Rose 7.12, Nonardo 7.9, Santa Claus 6.12, Mercy 6.9. [10, 641, 175, 698]
advert-text: ADDRESS [383, 761, 425, 771]
divider [775, 1194, 930, 1195]
notice-subheading: GASWORKS DEPARTMENT. [346, 1484, 462, 1494]
article-paragraph: Oogo Hack.—Marangai 8.5, Kaiuku 8.4, Lady Beresford 8.3, Moscow 7.13, The Tab 7.13, Little Mary 7.9, Gold Dredge 7.8, Kai Errie 6.12, Lauhale 6.12, Contentious and Secretary 6.7. [10, 385, 175, 432]
divider [938, 1385, 1106, 1386]
advert-text: Display of [674, 107, 715, 116]
advert-heading: PENALTIES. [821, 1071, 884, 1081]
advert-text: FREEHOLD v. LEASEHOLD. [346, 750, 462, 759]
advert-text: Large stock of [665, 1497, 724, 1506]
advert-heading: C. SMITH'S [779, 392, 926, 461]
divider [775, 495, 930, 496]
sub-heading: STEAMERS. [991, 92, 1053, 102]
advert-text: Chapel and Hall Streets, [972, 1486, 1072, 1496]
advert-text: THE Cheapest and Most efficient Domestic help—a gas cooking stove on Hire for 2s per month. Fixed free. WHY—Because the hardest and most trying of Domestic Duties are centred in the kitchen range. Chopping wood, keeping coal supplies, lighting fires, clearing ashes, etc. A GAS STOVE does away with all kitchen drudgery. Ready for use at a minute's notice day or night. Clean, economical—the perfection of cooking. Call or arrange an interview. Full particulars willingly supplied. Phone 62. It is no trouble to answer your questions. Gas stoves, Bath Heaters, Boiling Rings, Gas Fittings and all Gas appliances in stock. ON SALE—Coke, 1s per bag; 5 bags and over delivered in the Borough free. J. W. BLACKMAN, Manager. [485, 1330, 617, 1567]
column-rule [934, 50, 935, 1730]
section-heading: SPORTING. [53, 54, 132, 68]
advert-text: TO BE PUBLISHED IN AUGUST 1907. [485, 1578, 617, 1597]
column-rule [179, 50, 180, 1730]
table-cell: Victoria | Thurs | April 25 | 4 p.m. [939, 614, 1106, 625]
column-rule [326, 50, 327, 1730]
advert-text: A Points Prize, presented by Messrs Lewis and Co., will be given to the winner of the most points in events Nos. 2, 4, 7, 8, 9, 12, 13, and 16. Counting events to count, 5 points; 2nd 3; 3rd 1. First events to start at 11 a.m. Nominations for Events Nos. 2, 4, 7, 8, 9, 12, 13 and 16 to close with the Secretary on Tuesday, March 26th, at 7 p.m. Handicaps will be declared on March 30th. Acceptances close March 30th, at 7 p.m. Tea provided for Children's Competitions. A Brass Band in attendance. Admission to Grounds, One Shilling. [622, 888, 767, 1049]
column-rule [771, 50, 772, 1730]
article-paragraph: Did you ever stop to think that Chamberlain's Pain Balm has in many instances cured a sprained ankle in less than a week by simply being applied before the parts become swollen or inflamed? For sale by Mr T. G. Mason, Chemist, Masterton. [183, 1639, 323, 1715]
table-row [939, 603, 1106, 614]
column-shipping [938, 50, 1106, 1733]
sub-heading: SAILERS. [998, 421, 1046, 432]
advert-heading: And New Zealand Annual. August, 1907. [485, 1678, 617, 1699]
advert-heading: Eketahuna and Parkville. [487, 855, 615, 865]
advert-text: WE invite visitors from the Wairarapa to call and inspect the latest goods by "Tongariro" and "Kumara." Marble Clocks, Cutlery, Cuckoo Clocks, Gentlemen's Gold Watches, fine quality English. Gold Necklets, Brooches, Lace Pins, Rings, and heavy 18ct and 15ct Sleevelinks, all remarkably fine and choice goods, best London make. [485, 147, 617, 261]
advert-text: AND [842, 136, 863, 145]
advert-heading: Chamberlain Bros.' Flour. [485, 1058, 616, 1069]
advert-text: MASTERTON. [993, 1498, 1051, 1507]
advert-text: 1. Te Ngaaru Hack Hurdle Handicap of 60 sovs, second 10 sovs, third 5 sovs; 1½ mile; nom 20s, acc 20s. 2. Autumn Handicap of 115 sovs, second 15 sovs, third 5 sovs; 6 furlongs; nom 20s, acc 40s. 3. Mocea Hack Handicap of 70 sovs, second 10 sovs; 6 furlongs; nom 20s, acc 20s. 4. Tauherenikau Hack Handicap of 75 sovs; second 10 sovs, third 5 sovs; minimum weight 8st; 1 mile; nom 20s, acc 20s. 5. Autumn Handicap of 150 sovs, second 15 sovs, third 10 sovs; 1 mile; nom 20s, acc 40s. 6. Juvenile Handicap of 85 sovs, second 10 sovs; for 2 and 3yr olds; 5 furlongs; nom 20s, acc 20s. 7. Stewards Handicap of 100 sovs, second 15 sovs, third 5 sovs; minimum weight 7.7; 5 furlongs; nom 20s, acc 20s. 8. Waipuna Hack Handicap of 65 sovs, second 10 sovs, third 5 sovs; 6 furlongs; nom 20s, acc 20s. [775, 840, 930, 1068]
article-paragraph: Manganoe Stakes.—Full Rate 9.5, Lord Soult 9.0, Boomerang 8.9, Consentee 8.5, Delamere 8.4, Splendid Idea 8.0, Probable 7.11, Martello 7.3, Scotch Reel 7.4, Marangai 6.9, Lothair 6.7. [10, 120, 176, 167]
article-paragraph: Of all the new discoveries in medical science, the most remarkable in recent years is one which will prove invaluable to thousands of people, and which it is believed will take the place of all other remedies for the cure of coughs, colds, and consumption. The preparation is called Dr. Shelton's New Discovery for Coughs, Colds, and Consumption, and is a remarkable compound of great merit. It is most healing to the lungs and throat, and cures the cough or cold in a remarkably short time, leaving no bad after effects. As it contains no opiates or other poisons, it is a perfectly safe remedy for children and is particularly good for croup and whooping cough. The dose is small, and it is pleasant to take. For sale by H. E. Eton, Chemist, Masterton, J. Baillie, Carterton, and the Manaiaville Co-operative Store, Eketahuna. [330, 479, 478, 726]
article-paragraph: The Dunedin Star's Balclutha correspondent wires that the supposition is that the driver was intoxicated, and that the trap backed over the bank, the occupants being pitched out into the stream, which at the spot runs swift and deep. Sandilands was unfortunately addicted to drink. [330, 371, 478, 456]
article-paragraph: Epsom Welter Handicap, 1 mile.—Cross Battery 10.9, Red Gauntlet 10.6, Savoury 9.13, Wirral 9.12, Makarolf 9.11, Clanchattan and Golden Cairn 9.7, Manjeno and Ivancoff 9.5, Pas Seul 9.4, Flareira and Blythemaid 9.2, Thunderer 8.10, Mango 8.6, Soriasbell 8.5, Favourite, Rosalia and Ferley Grove 8.0. [10, 701, 175, 777]
speaker-name: MR J. PEAT, [354, 786, 454, 805]
advert-heading: MASTERTON CORPORATION GASWORKS. [511, 1263, 591, 1295]
advert-text: M. J. BROOKES, [661, 347, 728, 357]
advert-text: FAVOURITE PASSENGER SERVICES. [945, 523, 1099, 532]
article-paragraph: Ingeborg, sailed from Marseilles January 6th, via Dunedin and Lyttelton. Titania, 4 masted barque, sailed from Liverpool December 17th. Riverson, sailed from Port Macquarie March 6th. [938, 434, 1106, 482]
advert-heading: FOR NAPIER, GISBORNE, AUCKLAND AND SYDNEY. [955, 678, 1089, 700]
notice-text: NOTICE is hereby given of the intention of the Council, at a meeting to be held on the 9th of April, 1907, to confirm the following Special Orders passed at a special meeting of the Council, held on the 12th inst.:— [330, 1196, 478, 1263]
sub-heading: WHAT A BLESSING. [202, 1181, 304, 1192]
article-paragraph: Kilmer Hurdles Handicap, 2 miles.—Everlode, Lesside, and Ability 10.11, Slow Tom 10.10, John Peel 9.10, Narcissus 9.9, Wild Cat 9.2. [10, 600, 175, 638]
sub-heading: CANTERBURY WEIGHTS. [27, 535, 157, 545]
advert-heading: FOR MELBOURNE via LYTTELTON, DUNEDIN, BLUFF and HOBART. [943, 628, 1101, 661]
advert-text: All interested are invited to attend. [335, 915, 473, 934]
article-paragraph: Taonui Hack Hurdles.—Southern Cross 11.3, Ngaruru 11.2, Bonheur 11.0, Vivarity 10.5, Te Ura 9.12, Merriwai 9.5, Aorangi 9.5, Maidi 9.3. [10, 211, 175, 249]
advert-text: Our stock of Gem Rings, largely our own manufacture, is always interesting and extensive. Additions are constantly being made. All Goods are marked in plain figures. [485, 264, 617, 321]
notice-heading: KNOX PRESBYTERIAN CHURCH. [346, 945, 462, 966]
sub-heading: Auctioneers' Memoranda. [188, 1078, 318, 1089]
byline: By Telegraph—Press Association. [24, 548, 161, 557]
divider [485, 1257, 617, 1258]
advert-text: You have variety to select from [775, 365, 901, 374]
advert-heading: Easter Monday, April 1st. 1907. [942, 1235, 1102, 1246]
